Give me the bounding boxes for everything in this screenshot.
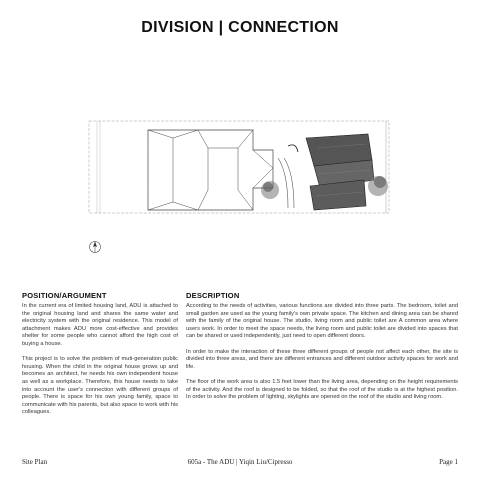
position-paragraph: This project is to solve the problem of muti-generation public housing. When the child in the original house grows up and becomes an architect, he needs his own independent house as well as a workplace. Therefore, this house needs to take into account the user's connection with different groups of people. There is space for his own young family, space to communicate with his parents, but also space to work with his colleagues. bbox=[22, 356, 178, 416]
position-heading: POSITION/ARGUMENT bbox=[22, 291, 107, 300]
description-paragraph: In order to make the interaction of these three different groups of people not affect each other, the site is divided into three areas, and there are different entrances and different outdoor activity spaces for work and life. bbox=[186, 348, 458, 370]
footer-left: Site Plan bbox=[22, 458, 48, 466]
description-body bbox=[186, 303, 458, 409]
tree bbox=[374, 176, 386, 188]
footer-center: 605a - The ADU | Yiqin Liu/Cipresso bbox=[187, 458, 293, 466]
original-house bbox=[148, 130, 273, 210]
north-arrow-icon bbox=[88, 240, 102, 254]
page-number: Page 1 bbox=[439, 458, 458, 466]
description-paragraph: The floor of the work area is also 1.5 feet lower than the living area, depending on the height requirements of the activity. And the roof is designed to be folded, so that the roof of the studio is at the highest position. In order to solve the problem of lighting, skylights are opened on the roof of the studio and living room. bbox=[186, 378, 458, 401]
entry-arrow bbox=[288, 145, 298, 152]
tree bbox=[263, 182, 273, 192]
position-body bbox=[22, 303, 178, 425]
position-paragraph: In the current era of limited housing land, ADU is attached to the original housing land and shares the same water and electricity system with the original residence. This model of attachment makes ADU more cost-effective and provides shelter for some people who cannot afford the high cost of buying a house. bbox=[22, 303, 178, 347]
page-title: DIVISION | CONNECTION bbox=[141, 19, 339, 36]
description-paragraph: According to the needs of activities, various functions are divided into three parts. The bedroom, toilet and small garden are used as the young family's own private space. The kitchen and dining area can be shared with the family of the original house. The studio, living room and public toilet are A common area where users work. In order to meet the space needs, the living room and public toilet are divided into spaces that can be shared or used independently, just need to open different doors. bbox=[186, 303, 458, 340]
site-plan-drawing bbox=[88, 118, 392, 218]
adu-roof bbox=[310, 180, 366, 210]
walkway bbox=[284, 158, 294, 208]
description-heading: DESCRIPTION bbox=[186, 291, 240, 300]
walkway bbox=[278, 158, 288, 208]
